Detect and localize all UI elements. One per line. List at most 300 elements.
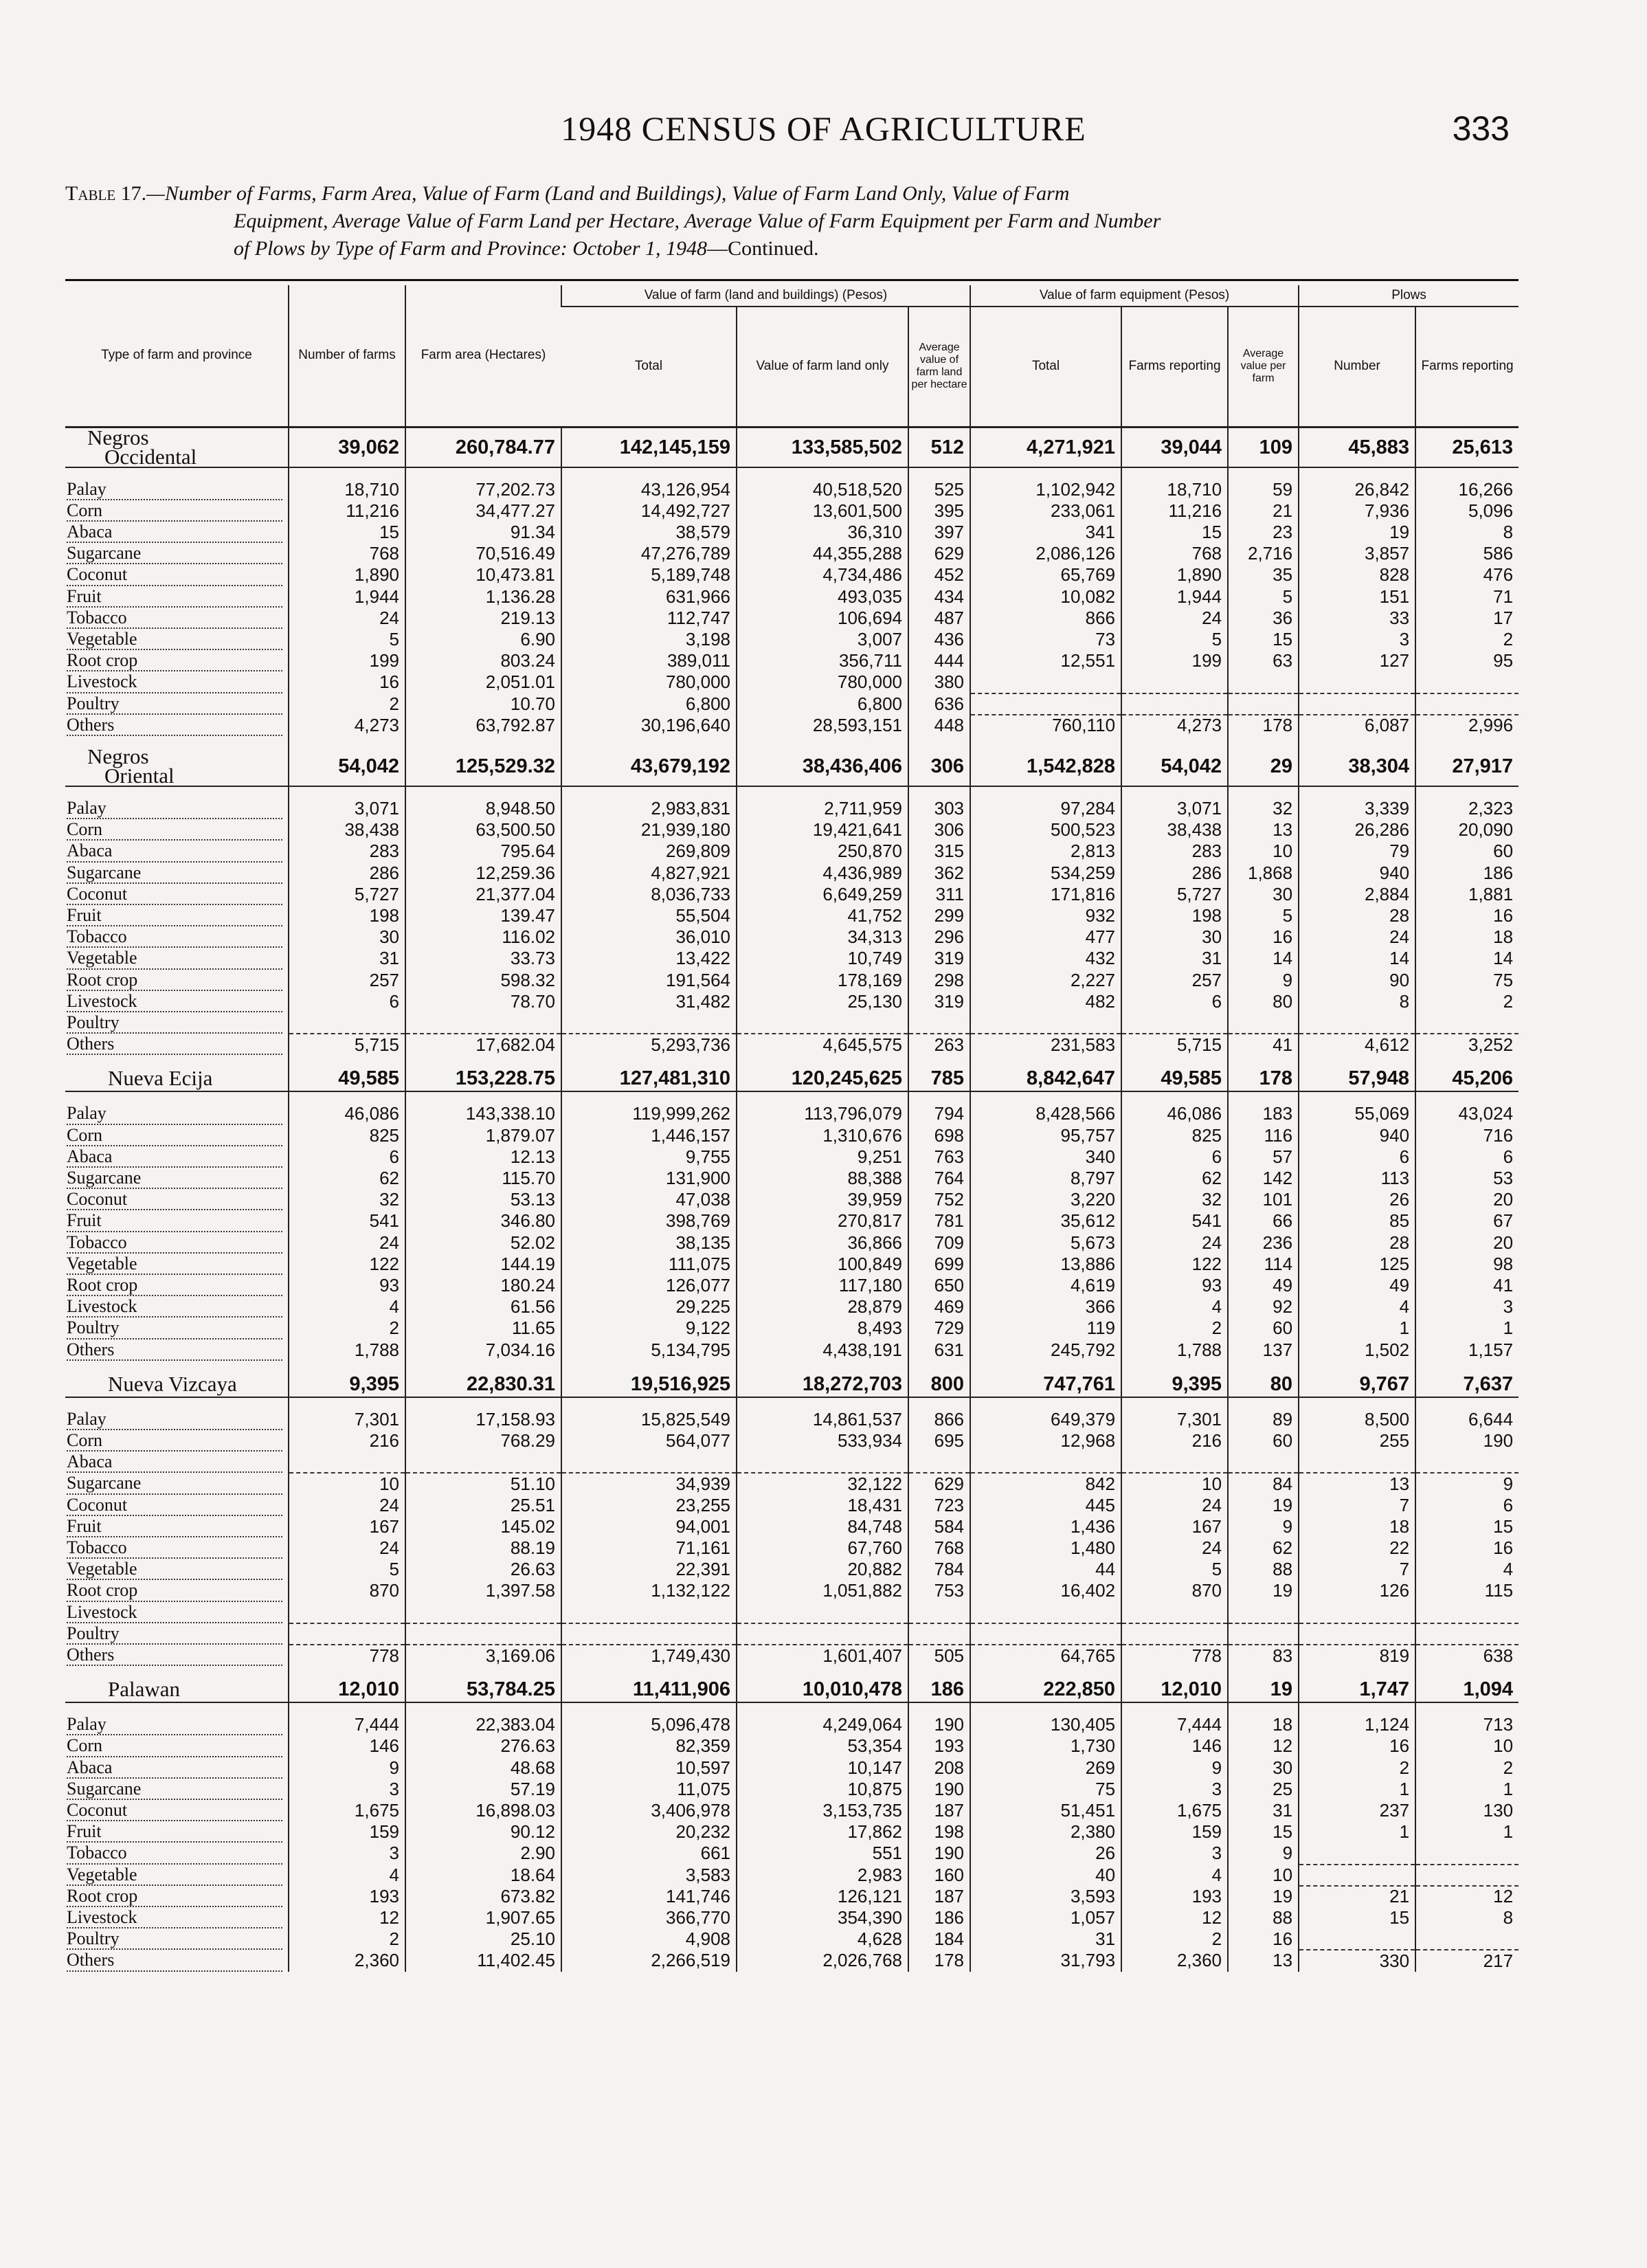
table-cell: 18.64	[405, 1865, 561, 1886]
table-cell: 1,907.65	[405, 1907, 561, 1928]
table-cell: 126,121	[737, 1886, 908, 1907]
table-cell: 6	[289, 991, 405, 1012]
table-cell: 171,816	[970, 884, 1121, 905]
table-cell: 4,619	[970, 1275, 1121, 1296]
farm-type-label: Others	[67, 715, 117, 735]
table-cell: 432	[970, 948, 1121, 969]
table-cell: 91.34	[405, 522, 561, 543]
col-plows-number-header: Number	[1299, 307, 1415, 427]
table-cell: 940	[1299, 863, 1415, 884]
table-cell: 88.19	[405, 1537, 561, 1559]
table-cell: 932	[970, 905, 1121, 926]
province-total-cell: 153,228.75	[405, 1066, 561, 1091]
table-cell: 125	[1299, 1254, 1415, 1275]
table-cell: 16	[289, 671, 405, 693]
table-cell: 19	[1299, 522, 1415, 543]
table-cell: 146	[1121, 1735, 1228, 1757]
table-cell: 73	[970, 629, 1121, 650]
table-cell: 250,870	[737, 841, 908, 862]
table-cell: 167	[1121, 1516, 1228, 1537]
farm-type-cell	[65, 1146, 289, 1168]
table-row	[65, 948, 1519, 969]
table-cell: 3,007	[737, 629, 908, 650]
table-cell: 71,161	[561, 1537, 737, 1559]
table-cell: 51.10	[405, 1473, 561, 1494]
farm-type-label: Fruit	[67, 905, 104, 925]
table-cell	[1299, 1012, 1415, 1034]
col-equip-total-header: Total	[970, 307, 1121, 427]
table-cell: 18	[1228, 1714, 1299, 1735]
table-cell: 389,011	[561, 650, 737, 671]
plows-group-header: Plows	[1299, 285, 1519, 307]
farm-type-cell	[65, 1125, 289, 1146]
table-row	[65, 1495, 1519, 1516]
table-row	[65, 1296, 1519, 1318]
table-row	[65, 1735, 1519, 1757]
table-cell: 20,882	[737, 1559, 908, 1580]
table-cell: 4	[289, 1296, 405, 1318]
table-row	[65, 1537, 1519, 1559]
province-total-cell: 785	[908, 1066, 970, 1091]
farm-type-label: Corn	[67, 1125, 105, 1145]
table-cell: 38,579	[561, 522, 737, 543]
table-cell: 43,024	[1415, 1103, 1519, 1124]
table-cell: 14	[1415, 948, 1519, 969]
farm-type-cell	[65, 1452, 289, 1473]
table-cell: 257	[1121, 970, 1228, 991]
province-total-cell: 38,436,406	[737, 747, 908, 786]
table-cell: 8	[1299, 991, 1415, 1012]
farm-type-cell	[65, 693, 289, 715]
table-cell: 2,996	[1415, 715, 1519, 736]
table-cell: 270,817	[737, 1210, 908, 1232]
table-cell: 5,727	[289, 884, 405, 905]
section-spacer	[65, 786, 1519, 798]
province-total-cell: 186	[908, 1677, 970, 1702]
table-cell	[737, 1623, 908, 1645]
table-cell: 8	[1415, 1907, 1519, 1928]
table-cell: 4	[1415, 1559, 1519, 1580]
table-cell: 8,948.50	[405, 798, 561, 819]
farm-type-cell	[65, 1189, 289, 1210]
table-row	[65, 1580, 1519, 1601]
farm-type-label: Abaca	[67, 1146, 115, 1166]
table-cell: 160	[908, 1865, 970, 1886]
table-cell: 3,593	[970, 1886, 1121, 1907]
table-cell: 315	[908, 841, 970, 862]
province-total-cell: 7,637	[1415, 1372, 1519, 1397]
table-cell: 12,259.36	[405, 863, 561, 884]
table-cell: 20	[1415, 1189, 1519, 1210]
table-cell: 122	[289, 1254, 405, 1275]
table-row	[65, 543, 1519, 564]
table-cell: 75	[970, 1779, 1121, 1800]
table-cell: 1,397.58	[405, 1580, 561, 1601]
province-name-line-1: Negros	[87, 746, 149, 768]
table-cell: 14	[1299, 948, 1415, 969]
province-name	[65, 1066, 289, 1091]
table-cell: 12	[1415, 1886, 1519, 1907]
table-cell: 5	[1228, 905, 1299, 926]
table-cell: 217	[1415, 1950, 1519, 1971]
table-cell	[1228, 1452, 1299, 1473]
table-cell: 15	[1299, 1907, 1415, 1928]
farm-type-cell	[65, 1843, 289, 1864]
table-cell: 444	[908, 650, 970, 671]
table-cell: 2,983	[737, 1865, 908, 1886]
table-cell	[561, 1602, 737, 1623]
table-cell: 67,760	[737, 1537, 908, 1559]
table-cell: 780,000	[561, 671, 737, 693]
table-row	[65, 884, 1519, 905]
table-cell: 93	[289, 1275, 405, 1296]
province-total-cell: 39,062	[289, 427, 405, 467]
table-cell: 18,431	[737, 1495, 908, 1516]
table-cell: 178,169	[737, 970, 908, 991]
farm-type-cell	[65, 1623, 289, 1645]
table-cell	[1415, 693, 1519, 715]
farm-type-label: Others	[67, 1950, 117, 1970]
farm-type-cell	[65, 543, 289, 564]
table-cell: 84	[1228, 1473, 1299, 1494]
table-cell: 6,800	[737, 693, 908, 715]
page-number: 333	[1452, 109, 1510, 148]
farm-type-label: Coconut	[67, 884, 130, 904]
table-cell: 4,249,064	[737, 1714, 908, 1735]
table-cell: 319	[908, 991, 970, 1012]
table-cell: 11,216	[289, 500, 405, 522]
farm-type-label: Fruit	[67, 586, 104, 606]
farm-type-label: Root crop	[67, 1275, 140, 1295]
table-row	[65, 479, 1519, 500]
farm-type-label: Abaca	[67, 1452, 115, 1471]
table-cell	[1299, 1865, 1415, 1886]
table-cell: 1,675	[1121, 1800, 1228, 1821]
table-row	[65, 1012, 1519, 1034]
table-cell: 3,406,978	[561, 1800, 737, 1821]
table-cell: 106,694	[737, 608, 908, 629]
table-cell: 283	[1121, 841, 1228, 862]
col-value-total-header: Total	[561, 307, 737, 427]
table-cell: 2,086,126	[970, 543, 1121, 564]
table-cell: 12,968	[970, 1430, 1121, 1452]
table-row	[65, 693, 1519, 715]
table-cell: 12	[1228, 1735, 1299, 1757]
table-cell: 47,038	[561, 1189, 737, 1210]
table-cell: 15,825,549	[561, 1409, 737, 1430]
table-cell: 28,879	[737, 1296, 908, 1318]
table-cell: 3	[1299, 629, 1415, 650]
table-cell: 18,710	[289, 479, 405, 500]
table-cell: 12	[289, 1907, 405, 1928]
table-cell: 88	[1228, 1559, 1299, 1580]
farm-type-cell	[65, 905, 289, 926]
farm-type-cell	[65, 1537, 289, 1559]
table-cell: 716	[1415, 1125, 1519, 1146]
table-cell: 30,196,640	[561, 715, 737, 736]
farm-type-label: Poultry	[67, 693, 122, 713]
province-total-cell: 120,245,625	[737, 1066, 908, 1091]
table-cell: 1,157	[1415, 1339, 1519, 1361]
table-cell: 1,436	[970, 1516, 1121, 1537]
table-cell: 216	[289, 1430, 405, 1452]
table-row	[65, 1232, 1519, 1254]
province-total-cell: 22,830.31	[405, 1372, 561, 1397]
province-total-cell: 11,411,906	[561, 1677, 737, 1702]
table-cell: 219.13	[405, 608, 561, 629]
table-cell: 7	[1299, 1495, 1415, 1516]
table-cell	[289, 1602, 405, 1623]
table-row	[65, 1318, 1519, 1339]
table-cell: 98	[1415, 1254, 1519, 1275]
table-cell: 6	[1299, 1146, 1415, 1168]
table-cell: 216	[1121, 1430, 1228, 1452]
table-cell: 397	[908, 522, 970, 543]
table-cell: 9	[289, 1757, 405, 1779]
table-cell: 186	[1415, 863, 1519, 884]
table-cell	[1415, 1602, 1519, 1623]
table-cell: 15	[1228, 1821, 1299, 1843]
table-cell: 3	[1415, 1296, 1519, 1318]
table-cell: 41	[1415, 1275, 1519, 1296]
table-cell: 47,276,789	[561, 543, 737, 564]
table-cell: 193	[908, 1735, 970, 1757]
caption-lead: Table 17.	[65, 182, 147, 205]
table-cell: 21,377.04	[405, 884, 561, 905]
table-cell: 1,051,882	[737, 1580, 908, 1601]
table-cell: 1,944	[289, 586, 405, 608]
province-total-row	[65, 1066, 1519, 1091]
table-cell	[970, 1012, 1121, 1034]
farm-type-cell	[65, 970, 289, 991]
top-rule	[65, 279, 1519, 281]
table-row	[65, 1210, 1519, 1232]
table-cell: 303	[908, 798, 970, 819]
table-cell	[908, 1602, 970, 1623]
province-total-cell: 222,850	[970, 1677, 1121, 1702]
table-cell	[289, 1623, 405, 1645]
table-cell: 1,057	[970, 1907, 1121, 1928]
table-cell: 2	[289, 693, 405, 715]
caption-line-1: —Number of Farms, Farm Area, Value of Farm (Land and Buildings), Value of Farm Land Only, Value of Farm	[146, 182, 1070, 205]
table-cell: 13	[1228, 1950, 1299, 1971]
table-cell: 95	[1415, 650, 1519, 671]
province-total-cell: 178	[1228, 1066, 1299, 1091]
value-group-header: Value of farm (land and buildings) (Pesos)	[561, 285, 970, 307]
table-cell: 31,482	[561, 991, 737, 1012]
table-cell: 2,026,768	[737, 1950, 908, 1971]
table-cell: 778	[1121, 1645, 1228, 1666]
table-cell: 4,273	[1121, 715, 1228, 736]
table-cell: 7,936	[1299, 500, 1415, 522]
table-cell: 4	[1121, 1296, 1228, 1318]
province-name	[65, 747, 289, 786]
table-cell	[737, 1012, 908, 1034]
table-cell: 541	[1121, 1210, 1228, 1232]
table-cell: 15	[1228, 629, 1299, 650]
table-cell: 26,842	[1299, 479, 1415, 500]
table-cell: 187	[908, 1886, 970, 1907]
farm-type-cell	[65, 1210, 289, 1232]
table-cell: 63	[1228, 650, 1299, 671]
table-cell: 729	[908, 1318, 970, 1339]
table-cell: 6,644	[1415, 1409, 1519, 1430]
table-cell: 4,827,921	[561, 863, 737, 884]
table-cell: 9,755	[561, 1146, 737, 1168]
table-cell: 819	[1299, 1645, 1415, 1666]
farm-type-cell	[65, 1735, 289, 1757]
table-cell: 24	[1299, 926, 1415, 948]
table-cell: 36	[1228, 608, 1299, 629]
table-cell	[970, 1623, 1121, 1645]
table-cell: 780,000	[737, 671, 908, 693]
province-name	[65, 1677, 289, 1702]
table-cell: 541	[289, 1210, 405, 1232]
farm-type-cell	[65, 1430, 289, 1452]
table-cell: 146	[289, 1735, 405, 1757]
table-cell: 49	[1228, 1275, 1299, 1296]
table-cell: 5	[289, 629, 405, 650]
table-cell: 36,010	[561, 926, 737, 948]
table-cell	[1121, 1452, 1228, 1473]
table-cell: 752	[908, 1189, 970, 1210]
province-total-cell: 800	[908, 1372, 970, 1397]
province-name-line-1: Negros	[87, 427, 149, 449]
table-cell: 93	[1121, 1275, 1228, 1296]
table-cell: 584	[908, 1516, 970, 1537]
table-cell: 493,035	[737, 586, 908, 608]
table-cell: 2	[1415, 629, 1519, 650]
farm-type-cell	[65, 1168, 289, 1189]
table-body	[65, 427, 1519, 1972]
table-row	[65, 1800, 1519, 1821]
table-cell: 6	[289, 1146, 405, 1168]
province-total-cell: 9,395	[1121, 1372, 1228, 1397]
table-cell: 24	[289, 1495, 405, 1516]
table-cell: 237	[1299, 1800, 1415, 1821]
table-cell: 100,849	[737, 1254, 908, 1275]
table-cell	[1299, 671, 1415, 693]
table-cell: 1,890	[289, 564, 405, 586]
farm-type-label: Palay	[67, 1103, 109, 1123]
table-cell: 60	[1415, 841, 1519, 862]
farm-type-label: Livestock	[67, 991, 140, 1011]
farm-type-cell	[65, 1800, 289, 1821]
table-cell: 366	[970, 1296, 1121, 1318]
table-cell: 190	[908, 1843, 970, 1864]
province-total-cell: 25,613	[1415, 427, 1519, 467]
table-cell: 11,075	[561, 1779, 737, 1800]
section-spacer	[65, 1397, 1519, 1409]
table-cell: 866	[970, 608, 1121, 629]
table-cell: 723	[908, 1495, 970, 1516]
farm-type-label: Livestock	[67, 671, 140, 691]
table-cell: 5,189,748	[561, 564, 737, 586]
table-cell: 825	[1121, 1125, 1228, 1146]
province-total-cell: 19	[1228, 1677, 1299, 1702]
table-cell: 362	[908, 863, 970, 884]
farm-type-cell	[65, 1559, 289, 1580]
farm-type-label: Palay	[67, 1409, 109, 1429]
province-total-cell: 43,679,192	[561, 747, 737, 786]
table-cell: 9	[1415, 1473, 1519, 1494]
table-cell: 38,438	[1121, 819, 1228, 841]
table-cell: 4	[1299, 1296, 1415, 1318]
table-cell: 8,428,566	[970, 1103, 1121, 1124]
caption-line-2: Equipment, Average Value of Farm Land per Hectare, Average Value of Farm Equipment per Farm and Number	[234, 210, 1161, 232]
farm-type-cell	[65, 1034, 289, 1055]
table-cell: 356,711	[737, 650, 908, 671]
table-cell: 6	[1121, 1146, 1228, 1168]
farm-type-label: Fruit	[67, 1821, 104, 1841]
table-row	[65, 819, 1519, 841]
table-cell: 2,711,959	[737, 798, 908, 819]
farm-type-label: Sugarcane	[67, 1779, 144, 1799]
farm-type-label: Poultry	[67, 1012, 122, 1032]
farm-type-label: Fruit	[67, 1210, 104, 1230]
table-cell	[1415, 1452, 1519, 1473]
table-cell: 36,866	[737, 1232, 908, 1254]
table-row	[65, 863, 1519, 884]
table-cell	[1121, 671, 1228, 693]
table-cell: 781	[908, 1210, 970, 1232]
table-cell: 1,730	[970, 1735, 1121, 1757]
farm-type-cell	[65, 1950, 289, 1971]
table-cell: 15	[1415, 1516, 1519, 1537]
table-cell	[970, 1452, 1121, 1473]
table-cell	[1299, 1602, 1415, 1623]
table-row	[65, 1602, 1519, 1623]
table-cell: 43,126,954	[561, 479, 737, 500]
table-row	[65, 1865, 1519, 1886]
province-name-line-1: Nueva Vizcaya	[108, 1371, 237, 1396]
province-name-line-2: Occidental	[104, 444, 197, 467]
table-cell: 12.13	[405, 1146, 561, 1168]
farm-type-label: Corn	[67, 1735, 105, 1755]
table-cell: 286	[1121, 863, 1228, 884]
table-cell: 16	[1228, 1928, 1299, 1950]
page-title: 1948 CENSUS OF AGRICULTURE	[561, 109, 1086, 148]
table-cell: 13,422	[561, 948, 737, 969]
farm-type-label: Tobacco	[67, 926, 130, 946]
table-cell: 33	[1299, 608, 1415, 629]
province-total-cell: 125,529.32	[405, 747, 561, 786]
table-cell: 7,034.16	[405, 1339, 561, 1361]
table-cell: 4,734,486	[737, 564, 908, 586]
province-total-row	[65, 427, 1519, 467]
table-cell: 18,710	[1121, 479, 1228, 500]
table-cell: 84,748	[737, 1516, 908, 1537]
section-spacer	[65, 1666, 1519, 1677]
table-cell: 32,122	[737, 1473, 908, 1494]
table-cell: 1,944	[1121, 586, 1228, 608]
table-cell: 649,379	[970, 1409, 1121, 1430]
table-cell: 9	[1228, 970, 1299, 991]
table-cell: 193	[289, 1886, 405, 1907]
table-cell	[289, 1452, 405, 1473]
table-cell: 1,749,430	[561, 1645, 737, 1666]
table-cell: 16,898.03	[405, 1800, 561, 1821]
table-cell: 445	[970, 1495, 1121, 1516]
table-cell: 1,788	[1121, 1339, 1228, 1361]
province-total-cell: 10,010,478	[737, 1677, 908, 1702]
table-cell: 14,492,727	[561, 500, 737, 522]
table-cell: 71	[1415, 586, 1519, 608]
table-cell: 661	[561, 1843, 737, 1864]
table-cell: 60	[1228, 1430, 1299, 1452]
table-cell: 113,796,079	[737, 1103, 908, 1124]
table-cell: 60	[1228, 1318, 1299, 1339]
